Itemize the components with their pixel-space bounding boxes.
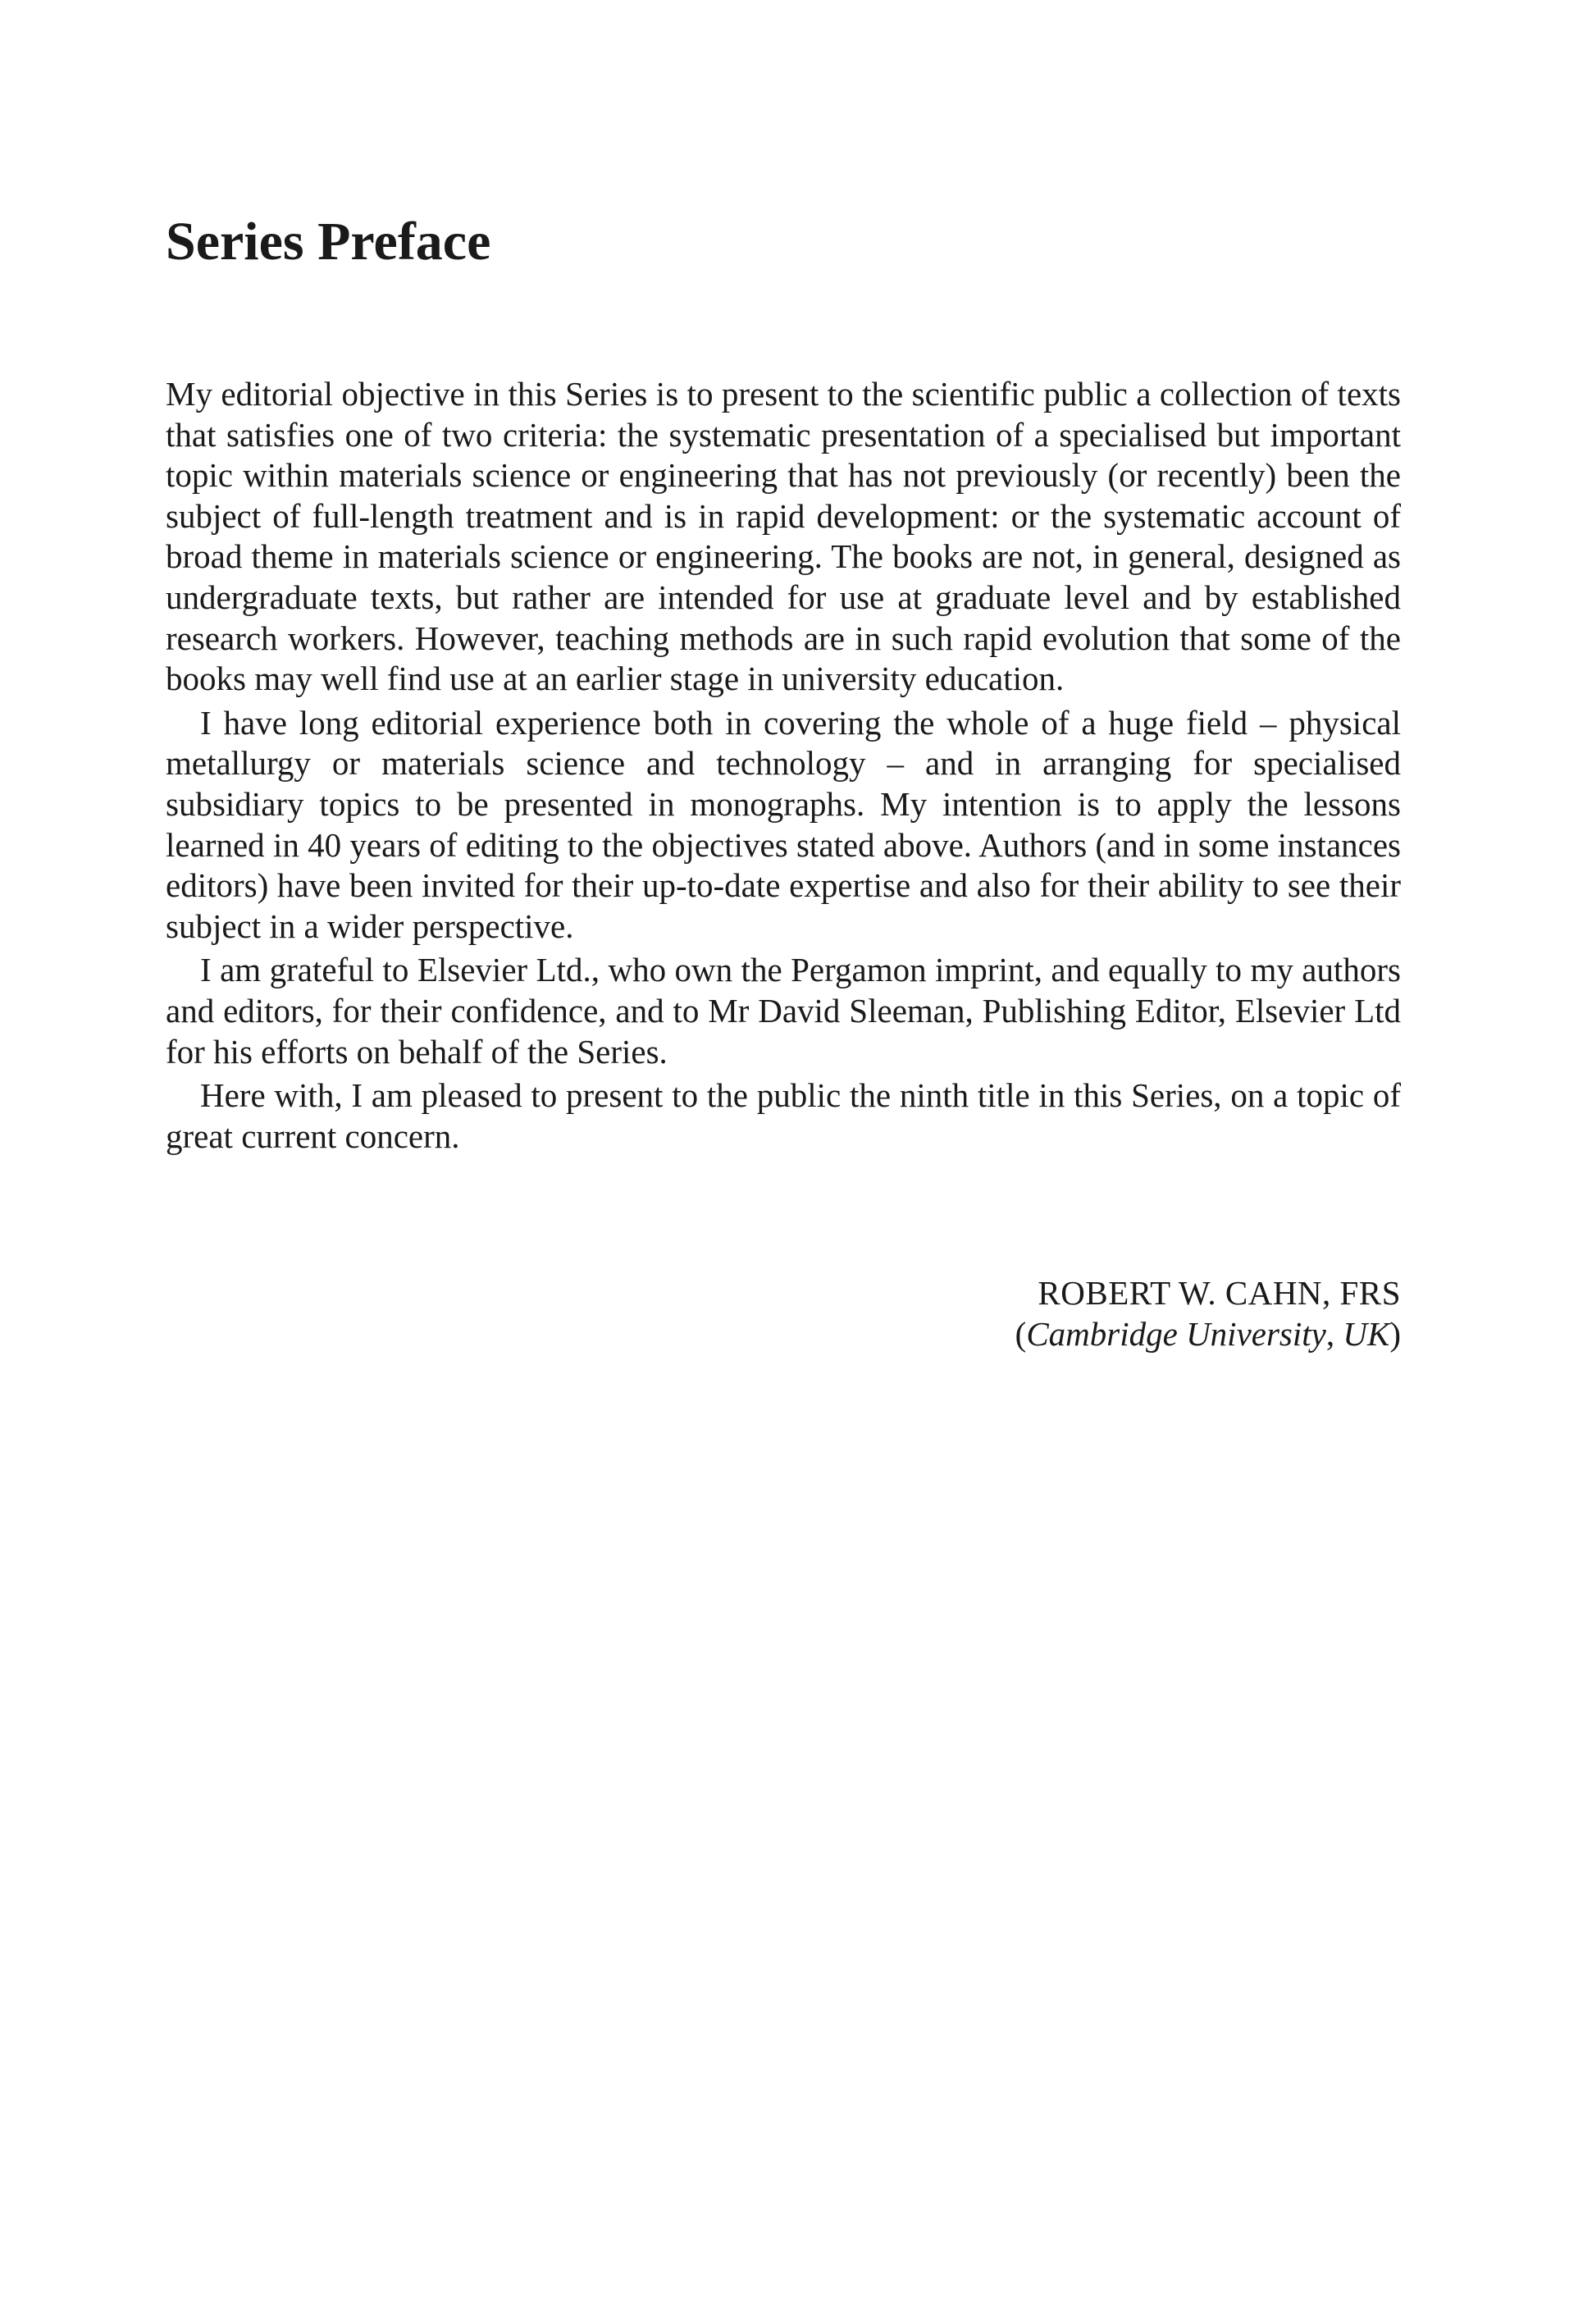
- page-title: Series Preface: [166, 212, 491, 272]
- affiliation-institution: Cambridge University: [1026, 1315, 1326, 1353]
- paragraph-1: My editorial objective in this Series is to present to the scientific public a collection of texts that satisfies one of two criteria: the systematic presentation of a specialised but important topic within materials science or engineering that has not previously (or recently) been the subject of full-length treatment and is in rapid development: or the systematic account of broad theme in materials science or engineering. The books are not, in general, designed as undergraduate texts, but rather are intended for use at graduate level and by established research workers. However, teaching methods are in such rapid evolution that some of the books may well find use at an earlier stage in university education.: [166, 375, 1401, 698]
- paragraph-4: Here with, I am pleased to present to the public the ninth title in this Series, on a topic of great current concern.: [166, 1076, 1401, 1155]
- affiliation-separator: ,: [1325, 1315, 1343, 1353]
- paragraph-3: I am grateful to Elsevier Ltd., who own the Pergamon imprint, and equally to my authors and editors, for their confidence, and to Mr David Sleeman, Publishing Editor, Elsevier Ltd for his efforts on behalf of the Series.: [166, 951, 1401, 1071]
- author-name: ROBERT W. CAHN, FRS: [1038, 1274, 1401, 1312]
- signature-block: [1015, 1272, 1401, 1354]
- author-affiliation: [1015, 1313, 1401, 1354]
- paragraph-2: I have long editorial experience both in covering the whole of a huge field – physical metallurgy or materials science and technology – and in arranging for specialised subsidiary topics to be presented in monographs. My intention is to apply the lessons learned in 40 years of editing to the objectives stated above. Authors (and in some instances editors) have been invited for their up-to-date expertise and also for their ability to see their subject in a wider perspective.: [166, 703, 1401, 945]
- preface-body: [166, 374, 1401, 1157]
- affiliation-country: UK: [1343, 1315, 1390, 1353]
- affiliation-close-paren: ): [1389, 1315, 1401, 1353]
- affiliation-open-paren: (: [1015, 1315, 1027, 1353]
